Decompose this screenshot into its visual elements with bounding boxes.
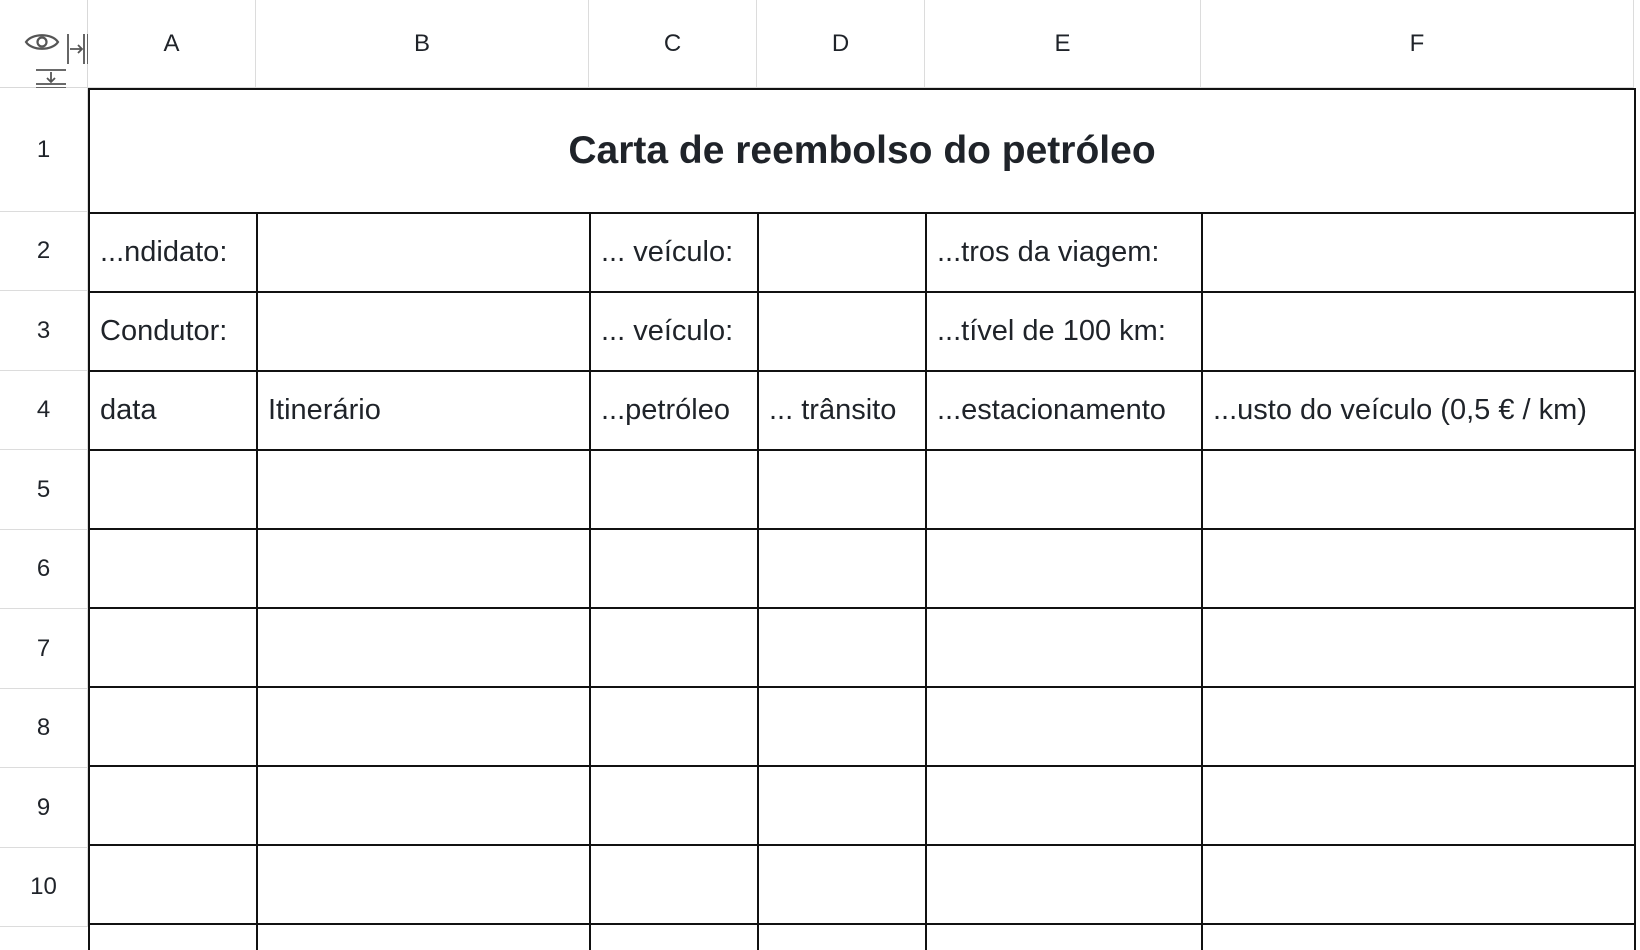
cell-b3[interactable]: [257, 292, 590, 371]
cell-grid: [88, 88, 1634, 950]
title-cell[interactable]: Carta de reembolso do petróleo: [89, 89, 1635, 213]
cell-c10[interactable]: [590, 845, 758, 924]
cell-a10[interactable]: [89, 845, 257, 924]
cell-c9[interactable]: [590, 766, 758, 845]
cell-f2[interactable]: [1202, 213, 1635, 292]
cell-b11[interactable]: [257, 924, 590, 950]
cell-a7[interactable]: [89, 608, 257, 687]
row-header-8[interactable]: 8: [0, 689, 88, 768]
cell-e4[interactable]: ...estacionamento: [926, 371, 1202, 450]
cell-c5[interactable]: [590, 450, 758, 529]
row-header-9[interactable]: 9: [0, 768, 88, 848]
row-header-6[interactable]: 6: [0, 530, 88, 609]
cell-a5[interactable]: [89, 450, 257, 529]
cell-f10[interactable]: [1202, 845, 1635, 924]
row-header-3[interactable]: 3: [0, 291, 88, 371]
cell-d6[interactable]: [758, 529, 926, 608]
cell-a3[interactable]: Condutor:: [89, 292, 257, 371]
row-header-1[interactable]: 1: [0, 88, 88, 212]
cell-f6[interactable]: [1202, 529, 1635, 608]
cell-e5[interactable]: [926, 450, 1202, 529]
cell-c11[interactable]: [590, 924, 758, 950]
cell-a11[interactable]: [89, 924, 257, 950]
cell-d7[interactable]: [758, 608, 926, 687]
cell-d11[interactable]: [758, 924, 926, 950]
cell-d3[interactable]: [758, 292, 926, 371]
cell-f5[interactable]: [1202, 450, 1635, 529]
column-header-f[interactable]: F: [1201, 0, 1634, 88]
cell-e7[interactable]: [926, 608, 1202, 687]
cell-c7[interactable]: [590, 608, 758, 687]
cell-b7[interactable]: [257, 608, 590, 687]
cell-d10[interactable]: [758, 845, 926, 924]
cell-d4[interactable]: ... trânsito: [758, 371, 926, 450]
column-header-d[interactable]: D: [757, 0, 925, 88]
cell-e9[interactable]: [926, 766, 1202, 845]
cell-f4[interactable]: ...usto do veículo (0,5 € / km): [1202, 371, 1635, 450]
cell-d2[interactable]: [758, 213, 926, 292]
cell-b2[interactable]: [257, 213, 590, 292]
cell-b5[interactable]: [257, 450, 590, 529]
cell-d9[interactable]: [758, 766, 926, 845]
cell-b8[interactable]: [257, 687, 590, 766]
cell-b9[interactable]: [257, 766, 590, 845]
cell-c4[interactable]: ...petróleo: [590, 371, 758, 450]
select-all-corner[interactable]: [0, 0, 88, 88]
cell-d8[interactable]: [758, 687, 926, 766]
cell-f9[interactable]: [1202, 766, 1635, 845]
cell-a2[interactable]: ...ndidato:: [89, 213, 257, 292]
cell-f11[interactable]: [1202, 924, 1635, 950]
cell-b6[interactable]: [257, 529, 590, 608]
row-header-2[interactable]: 2: [0, 212, 88, 291]
cell-c6[interactable]: [590, 529, 758, 608]
cell-e3[interactable]: ...tível de 100 km:: [926, 292, 1202, 371]
cell-f8[interactable]: [1202, 687, 1635, 766]
row-header-10[interactable]: 10: [0, 848, 88, 927]
column-header-e[interactable]: E: [925, 0, 1201, 88]
cell-a4[interactable]: data: [89, 371, 257, 450]
column-header-c[interactable]: C: [589, 0, 757, 88]
cell-a6[interactable]: [89, 529, 257, 608]
cell-c8[interactable]: [590, 687, 758, 766]
cell-e8[interactable]: [926, 687, 1202, 766]
cell-c3[interactable]: ... veículo:: [590, 292, 758, 371]
cell-e10[interactable]: [926, 845, 1202, 924]
cell-f7[interactable]: [1202, 608, 1635, 687]
cell-d5[interactable]: [758, 450, 926, 529]
cell-b4[interactable]: Itinerário: [257, 371, 590, 450]
cell-a8[interactable]: [89, 687, 257, 766]
column-header-a[interactable]: A: [88, 0, 256, 88]
row-header-4[interactable]: 4: [0, 371, 88, 450]
cell-b10[interactable]: [257, 845, 590, 924]
row-header-5[interactable]: 5: [0, 450, 88, 530]
cell-f3[interactable]: [1202, 292, 1635, 371]
cell-a9[interactable]: [89, 766, 257, 845]
eye-icon[interactable]: [24, 30, 60, 54]
cell-e2[interactable]: ...tros da viagem:: [926, 213, 1202, 292]
row-header-7[interactable]: 7: [0, 609, 88, 689]
cell-e6[interactable]: [926, 529, 1202, 608]
cell-c2[interactable]: ... veículo:: [590, 213, 758, 292]
cell-e11[interactable]: [926, 924, 1202, 950]
column-header-b[interactable]: B: [256, 0, 589, 88]
